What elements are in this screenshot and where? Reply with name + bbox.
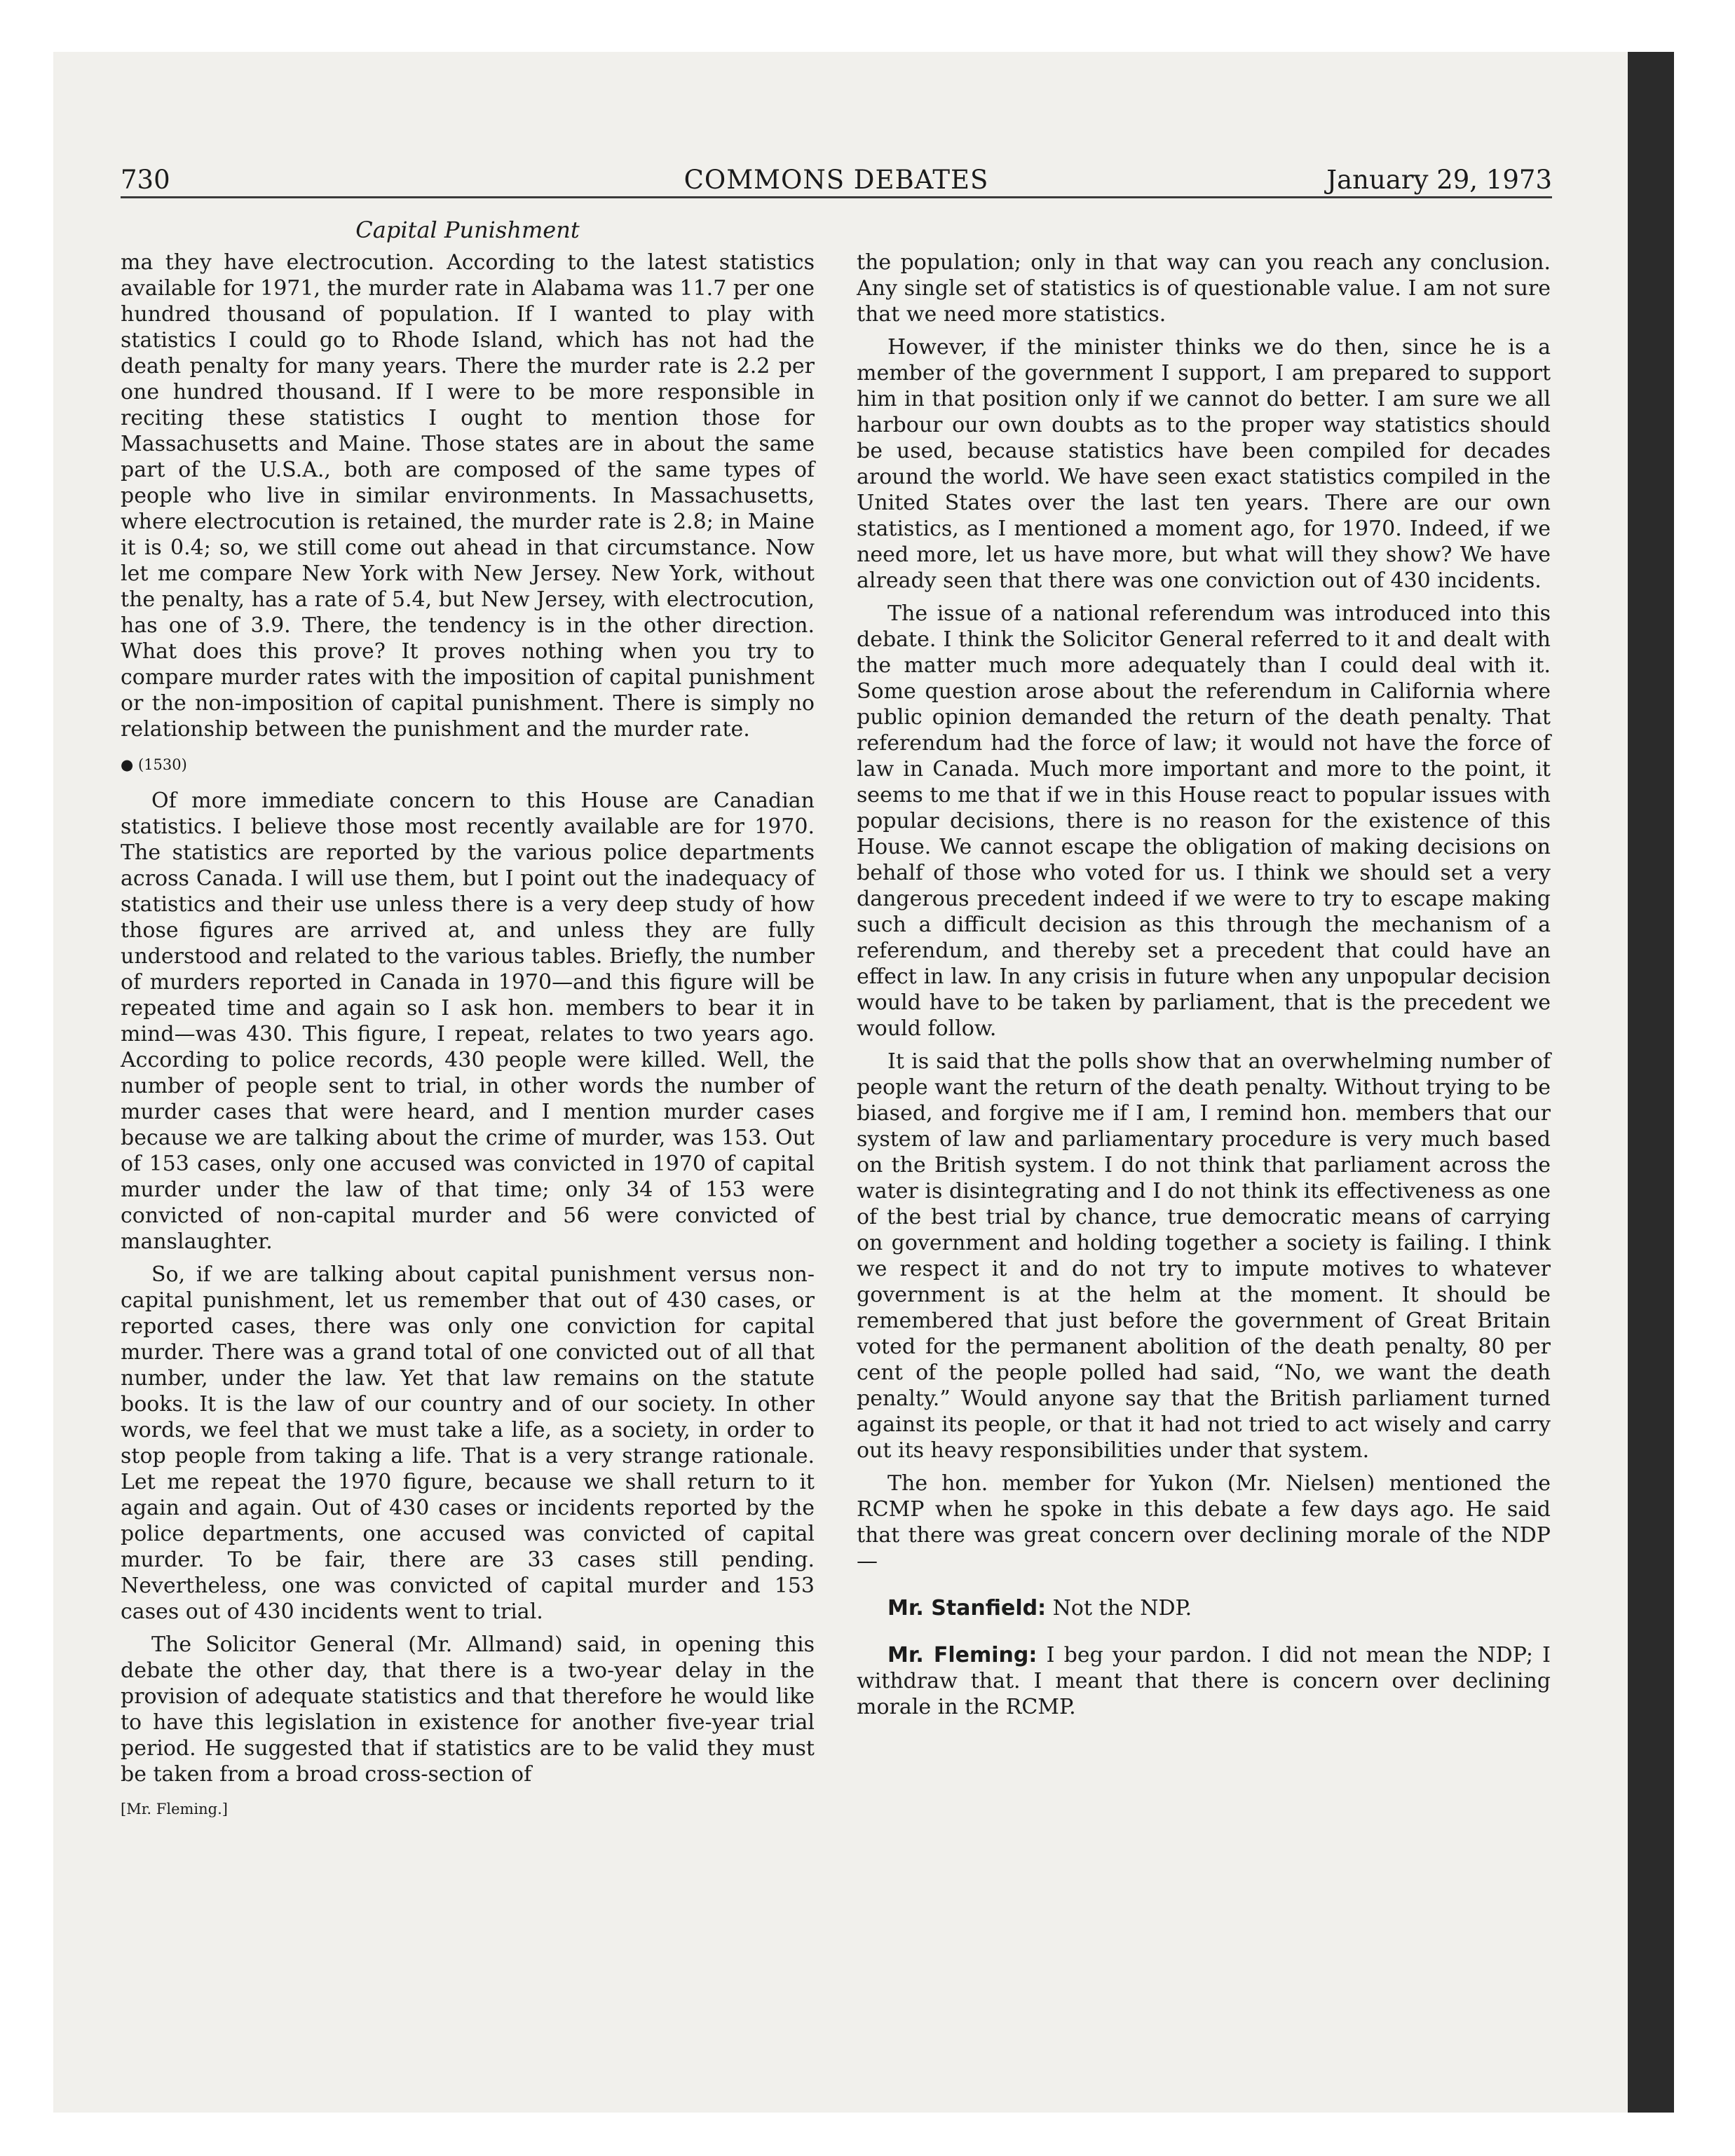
paragraph: Of more immediate concern to this House are Canadian statistics. I believe those most recently available are for 1970. The statistics are reported by the various police departments across Canada. I will use them, but I point out the inadequacy of statistics and their use unless there is a very deep study of how those figures are arrived at, and unless they are fully understood and related to the various tables. Briefly, the number of murders reported in Canada in 1970—and this figure will be repeated time and again so I ask hon. members to bear it in mind—was 430. This figure, I repeat, relates to two years ago. According to police records, 430 people were killed. Well, the number of people sent to trial, in other words the number of murder cases that were heard, and I mention murder cases because we are talking about the crime of murder, was 153. Out of 153 cases, only one accused was convicted in 1970 of capital murder under the law of that time; only 34 of 153 were convicted of non-capital murder and 56 were convicted of manslaughter. (121, 789, 815, 1254)
speech-text: I beg your pardon. I did not mean the NDP; I withdraw that. I meant that there is concern over declining morale in the RCMP. (857, 1643, 1551, 1719)
publication-date: January 29, 1973 (1326, 165, 1552, 195)
paragraph: It is said that the polls show that an overwhelming number of people want the return of the death penalty. Without trying to be biased, and forgive me if I am, I remind hon. members that our system of law and parliamentary procedure is very much based on the British system. I do not think that parliament across the water is disintegrating and I do not think its effectiveness as one of the best trial by chance, true democratic means of carrying on government and holding together a society is failing. I think we respect it and do not try to impute motives to whatever government is at the helm at the moment. It should be remembered that just before the government of Great Britain voted for the permanent abolition of the death penalty, 80 per cent of the people polled had said, “No, we want the death penalty.” Would anyone say that the British parliament turned against its people, or that it had not tried to act wisely and carry out its heavy responsibilities under that system. (857, 1049, 1551, 1463)
time-marker: ● (1530) (121, 756, 187, 773)
paragraph: So, if we are talking about capital punishment versus non-capital punishment, let us remember that out of 430 cases, or reported cases, there was only one conviction for capital murder. There was a grand total of one convicted out of all that number, under the law. Yet that law remains on the statute books. It is the law of our country and of our society. In other words, we feel that we must take a life, as a society, in order to stop people from taking a life. That is a very strange rationale. Let me repeat the 1970 figure, because we shall return to it again and again. Out of 430 cases or incidents reported by the police departments, one accused was convicted of capital murder. To be fair, there are 33 cases still pending. Nevertheless, one was convicted of capital murder and 153 cases out of 430 incidents went to trial. (121, 1262, 815, 1624)
paragraph: The hon. member for Yukon (Mr. Nielsen) mentioned the RCMP when he spoke in this debate a few days ago. He said that there was great concern over declining morale of the NDP— (857, 1471, 1551, 1574)
paragraph: The issue of a national referendum was introduced into this debate. I think the Solicitor General referred to it and dealt with the matter much more adequately than I could deal with it. Some question arose about the referendum in California where public opinion demanded the return of the death penalty. That referendum had the force of law; it would not have the force of law in Canada. Much more important and more to the point, it seems to me that if we in this House react to popular issues with popular decisions, there is no reason for the existence of this House. We cannot escape the obligation of making decisions on behalf of those who voted for us. I think we should set a very dangerous precedent indeed if we were to try to escape making such a difficult decision as this through the mechanism of a referendum, and thereby set a precedent that could have an effect in law. In any crisis in future when any unpopular decision would have to be taken by parliament, that is the precedent we would follow. (857, 601, 1551, 1041)
paragraph: However, if the minister thinks we do then, since he is a member of the government I support, I am prepared to support him in that position only if we cannot do better. I am sure we all harbour our own doubts as to the proper way statistics should be used, because statistics have been compiled for decades around the world. We have seen exact statistics compiled in the United States over the last ten years. There are our own statistics, as I mentioned a moment ago, for 1970. Indeed, if we need more, let us have more, but what will they show? We have already seen that there was one conviction out of 430 incidents. (857, 335, 1551, 593)
paragraph: The Solicitor General (Mr. Allmand) said, in opening this debate the other day, that there is a two-year delay in the provision of adequate statistics and that therefore he would like to have this legislation in existence for another five-year trial period. He suggested that if statistics are to be valid they must be taken from a broad cross-section of (121, 1632, 815, 1787)
speaker-name: Mr. Stanfield: (887, 1596, 1047, 1621)
scan-edge-shadow (1628, 52, 1674, 2113)
paragraph: the population; only in that way can you reach any conclusion. Any single set of statistics is of questionable value. I am not sure that we need more statistics. (857, 250, 1551, 327)
speaker-attribution: [Mr. Fleming.] (121, 1801, 228, 1817)
paragraph: ma they have electrocution. According to the latest statistics available for 1971, the murder rate in Alabama was 11.7 per one hundred thousand of population. If I wanted to play with statistics I could go to Rhode Island, which has not had the death penalty for many years. There the murder rate is 2.2 per one hundred thousand. If I were to be more responsible in reciting these statistics I ought to mention those for Massachusetts and Maine. Those states are in about the same part of the U.S.A., both are composed of the same types of people who live in similar environments. In Massachusetts, where electrocution is retained, the murder rate is 2.8; in Maine it is 0.4; so, we still come out ahead in that circumstance. Now let me compare New York with New Jersey. New York, without the penalty, has a rate of 5.4, but New Jersey, with electrocution, has one of 3.9. There, the tendency is in the other direction. What does this prove? It proves nothing when you try to compare murder rates with the imposition of capital punishment or the non-imposition of capital punishment. There is simply no relationship between the punishment and the murder rate. (121, 250, 815, 742)
publication-title: COMMONS DEBATES (683, 165, 989, 195)
speech (857, 1642, 1551, 1720)
running-head (121, 164, 1552, 198)
page-number: 730 (121, 165, 170, 195)
speaker-name: Mr. Fleming: (887, 1643, 1037, 1667)
section-title: Capital Punishment (355, 217, 580, 243)
speech (857, 1595, 1551, 1621)
left-column (121, 250, 815, 1821)
speech-text: Not the NDP. (1052, 1596, 1192, 1621)
right-column (857, 250, 1551, 1727)
